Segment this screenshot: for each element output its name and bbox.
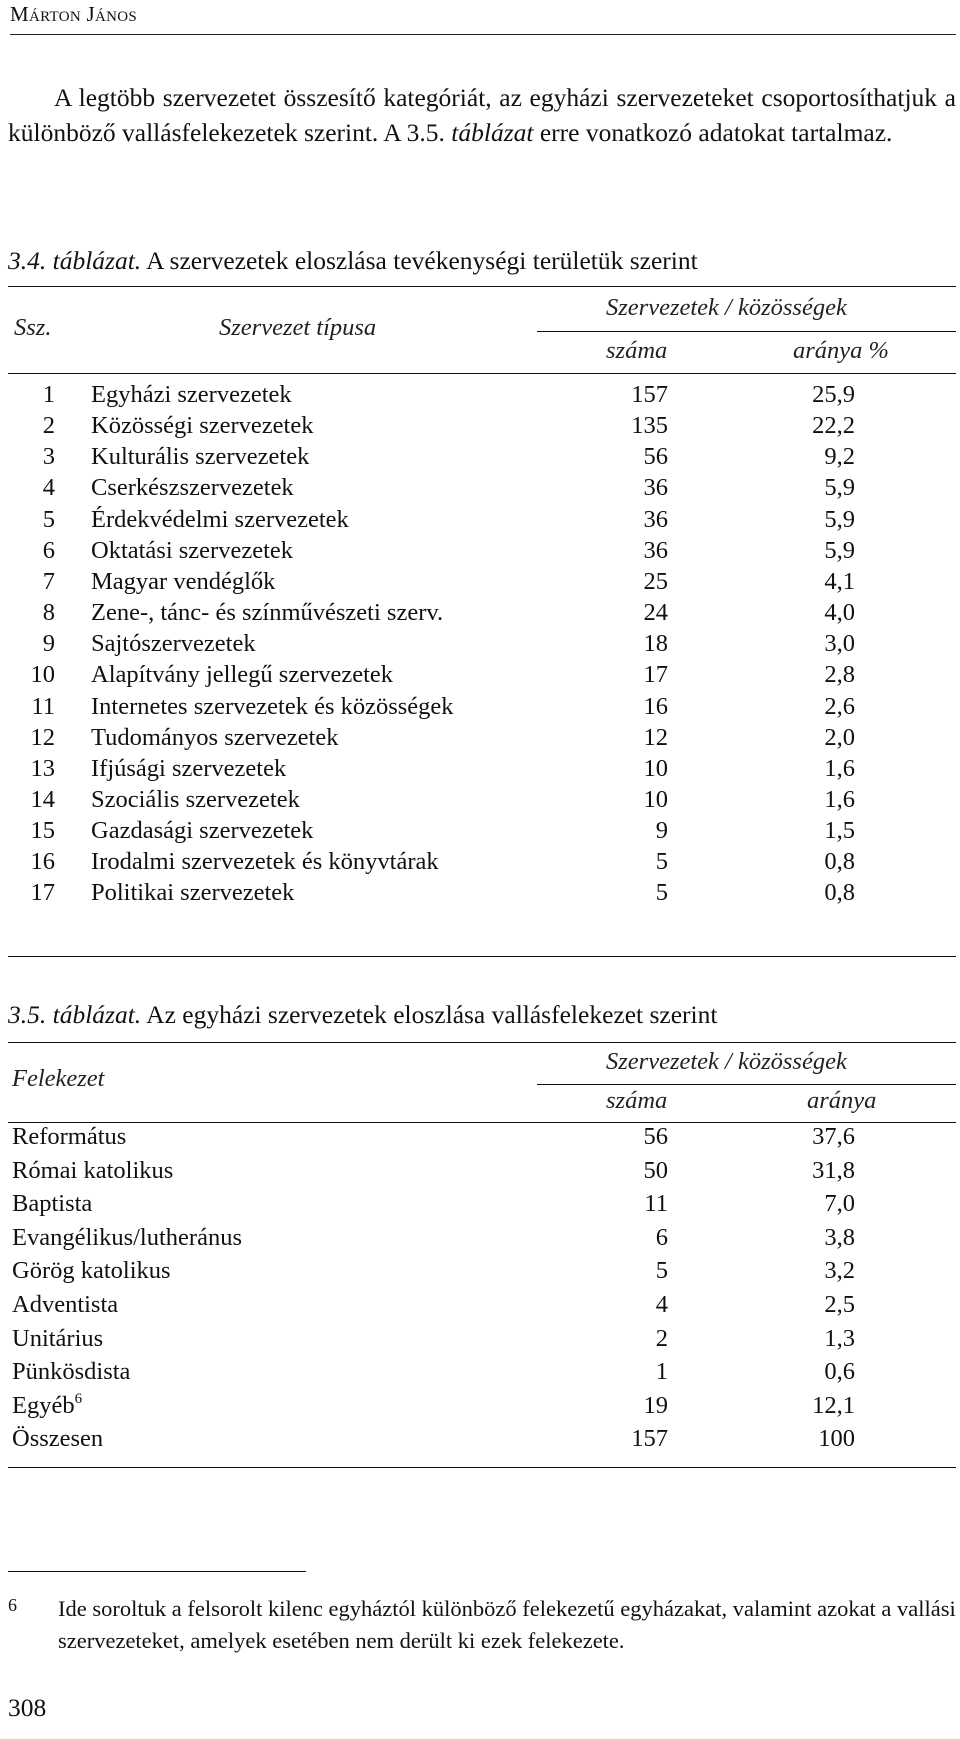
row-count: 6 bbox=[655, 1224, 668, 1251]
row-ratio: 5,9 bbox=[824, 474, 855, 501]
table2-header-count: száma bbox=[606, 1087, 668, 1114]
row-name: Alapítvány jellegű szervezetek bbox=[91, 661, 394, 688]
intro-text-end: erre vonatkozó adatokat tartalmaz. bbox=[533, 117, 893, 147]
row-ratio: 25,9 bbox=[812, 381, 855, 408]
row-name: Egyéb bbox=[12, 1392, 75, 1419]
row-ssz: 17 bbox=[30, 879, 55, 906]
table2-header-ratio: aránya bbox=[807, 1087, 877, 1114]
row-name: Szociális szervezetek bbox=[91, 786, 300, 813]
row-name: Közösségi szervezetek bbox=[91, 412, 314, 439]
row-name-cell bbox=[12, 1425, 103, 1453]
row-ratio: 4,1 bbox=[824, 568, 855, 595]
table-row bbox=[0, 1157, 960, 1189]
row-ratio: 3,2 bbox=[824, 1257, 855, 1284]
row-ratio: 0,6 bbox=[824, 1358, 855, 1385]
table-row bbox=[0, 1425, 960, 1457]
row-count: 18 bbox=[643, 630, 668, 657]
row-count: 135 bbox=[631, 412, 668, 439]
row-ratio: 5,9 bbox=[824, 506, 855, 533]
row-name: Magyar vendéglők bbox=[91, 568, 276, 595]
row-count: 1 bbox=[655, 1358, 668, 1385]
row-ssz: 13 bbox=[30, 755, 55, 782]
row-count: 36 bbox=[643, 474, 668, 501]
table2-bottom-rule bbox=[8, 1467, 956, 1468]
row-name-cell bbox=[12, 1392, 82, 1420]
row-ssz: 10 bbox=[30, 661, 55, 688]
row-name: Baptista bbox=[12, 1190, 93, 1217]
row-ratio: 12,1 bbox=[812, 1392, 855, 1419]
page-number: 308 bbox=[8, 1693, 47, 1722]
row-count: 36 bbox=[643, 506, 668, 533]
table-row bbox=[0, 1224, 960, 1256]
row-count: 10 bbox=[643, 786, 668, 813]
row-ratio: 0,8 bbox=[824, 848, 855, 875]
row-count: 36 bbox=[643, 537, 668, 564]
table1-header-type: Szervezet típusa bbox=[219, 314, 377, 341]
row-count: 50 bbox=[643, 1157, 668, 1184]
row-ratio: 2,8 bbox=[824, 661, 855, 688]
row-count: 5 bbox=[655, 879, 668, 906]
row-count: 5 bbox=[655, 848, 668, 875]
row-name: Sajtószervezetek bbox=[91, 630, 256, 657]
row-count: 11 bbox=[644, 1190, 668, 1217]
row-count: 56 bbox=[643, 1123, 668, 1150]
row-ratio: 100 bbox=[818, 1425, 855, 1452]
row-name-cell bbox=[12, 1224, 242, 1252]
row-name-cell bbox=[12, 1325, 103, 1353]
row-ssz: 5 bbox=[42, 506, 55, 533]
footnote-mark: 6 bbox=[8, 1595, 17, 1615]
row-ssz: 14 bbox=[30, 786, 55, 813]
row-count: 19 bbox=[643, 1392, 668, 1419]
row-name: Görög katolikus bbox=[12, 1257, 171, 1284]
table1-header-group: Szervezetek / közösségek bbox=[606, 294, 847, 321]
intro-text-start: A legtöbb szervezetet összesítő kategóriát, az egyházi szervezeteket csoportosíthatjuk a különböző vallásfelekezetek szerint. A 3.5. bbox=[8, 83, 956, 147]
row-ssz: 15 bbox=[30, 817, 55, 844]
table2-caption-title: Az egyházi szervezetek eloszlása vallásfelekezet szerint bbox=[146, 1000, 718, 1029]
row-count: 4 bbox=[655, 1291, 668, 1318]
row-name-cell bbox=[12, 1190, 92, 1218]
row-name-cell bbox=[12, 1358, 130, 1386]
row-name-cell bbox=[12, 1157, 173, 1185]
row-ratio: 3,0 bbox=[824, 630, 855, 657]
table2-header-group: Szervezetek / közösségek bbox=[606, 1048, 847, 1075]
row-ratio: 3,8 bbox=[824, 1224, 855, 1251]
row-count: 24 bbox=[643, 599, 668, 626]
row-name-cell bbox=[12, 1291, 118, 1319]
row-ssz: 9 bbox=[42, 630, 55, 657]
row-count: 25 bbox=[643, 568, 668, 595]
footnote-text: Ide soroltuk a felsorolt kilenc egyháztól különböző felekezetű egyházakat, valamint azokat a vallási szervezeteket, amelyek esetében nem derült ki ezek felekezete. bbox=[58, 1596, 956, 1653]
table1-header-ssz: Ssz. bbox=[14, 314, 52, 341]
row-name: Zene-, tánc- és színművészeti szerv. bbox=[91, 599, 444, 626]
row-name: Irodalmi szervezetek és könyvtárak bbox=[91, 848, 439, 875]
row-name: Érdekvédelmi szervezetek bbox=[91, 506, 349, 533]
row-ratio: 2,6 bbox=[824, 693, 855, 720]
row-name: Összesen bbox=[12, 1425, 104, 1452]
row-ratio: 22,2 bbox=[812, 412, 855, 439]
running-head: Márton János bbox=[10, 2, 138, 26]
row-name: Tudományos szervezetek bbox=[91, 724, 339, 751]
table-row bbox=[0, 1325, 960, 1357]
footnote bbox=[8, 1593, 956, 1657]
footnote-ref: 6 bbox=[74, 1391, 83, 1407]
row-ssz: 6 bbox=[42, 537, 55, 564]
row-count: 12 bbox=[643, 724, 668, 751]
table1-header-count: száma bbox=[606, 337, 668, 364]
row-ssz: 8 bbox=[42, 599, 55, 626]
row-name: Egyházi szervezetek bbox=[91, 381, 292, 408]
table-row bbox=[0, 1257, 960, 1289]
table-row bbox=[0, 1123, 960, 1155]
table-row bbox=[0, 1392, 960, 1424]
row-name: Ifjúsági szervezetek bbox=[91, 755, 287, 782]
row-ratio: 4,0 bbox=[824, 599, 855, 626]
table1-header-ratio: aránya % bbox=[793, 337, 889, 364]
row-name: Oktatási szervezetek bbox=[91, 537, 294, 564]
row-ssz: 1 bbox=[42, 381, 55, 408]
row-ratio: 37,6 bbox=[812, 1123, 855, 1150]
row-ratio: 1,3 bbox=[824, 1325, 855, 1352]
row-name: Kulturális szervezetek bbox=[91, 443, 310, 470]
row-name: Politikai szervezetek bbox=[91, 879, 295, 906]
table1-caption-label: 3.4. táblázat. bbox=[8, 246, 142, 275]
row-name: Pünkösdista bbox=[12, 1358, 131, 1385]
row-ratio: 2,0 bbox=[824, 724, 855, 751]
row-count: 17 bbox=[643, 661, 668, 688]
footnote-separator bbox=[8, 1571, 306, 1572]
table-row bbox=[0, 1358, 960, 1390]
row-name: Római katolikus bbox=[12, 1157, 174, 1184]
row-name: Gazdasági szervezetek bbox=[91, 817, 314, 844]
row-ssz: 7 bbox=[42, 568, 55, 595]
row-count: 5 bbox=[655, 1257, 668, 1284]
row-ssz: 4 bbox=[42, 474, 55, 501]
row-count: 2 bbox=[655, 1325, 668, 1352]
row-ssz: 12 bbox=[30, 724, 55, 751]
row-count: 157 bbox=[631, 1425, 668, 1452]
row-ratio: 1,6 bbox=[824, 786, 855, 813]
row-ratio: 7,0 bbox=[824, 1190, 855, 1217]
row-ratio: 0,8 bbox=[824, 879, 855, 906]
row-ssz: 16 bbox=[30, 848, 55, 875]
table2-caption-label: 3.5. táblázat. bbox=[8, 1000, 142, 1029]
row-count: 9 bbox=[655, 817, 668, 844]
row-ratio: 2,5 bbox=[824, 1291, 855, 1318]
row-ratio: 9,2 bbox=[824, 443, 855, 470]
row-ratio: 1,6 bbox=[824, 755, 855, 782]
row-name: Internetes szervezetek és közösségek bbox=[91, 693, 454, 720]
row-count: 10 bbox=[643, 755, 668, 782]
row-name: Evangélikus/lutheránus bbox=[12, 1224, 242, 1251]
table1-caption-title: A szervezetek eloszlása tevékenységi területük szerint bbox=[146, 246, 698, 275]
row-count: 16 bbox=[643, 693, 668, 720]
row-count: 56 bbox=[643, 443, 668, 470]
row-name: Református bbox=[12, 1123, 127, 1150]
row-ratio: 5,9 bbox=[824, 537, 855, 564]
row-ratio: 1,5 bbox=[824, 817, 855, 844]
intro-text-italic: táblázat bbox=[451, 117, 534, 147]
row-name: Unitárius bbox=[12, 1325, 104, 1352]
table2-header-denomination: Felekezet bbox=[12, 1065, 105, 1092]
row-count: 157 bbox=[631, 381, 668, 408]
row-name: Adventista bbox=[12, 1291, 119, 1318]
row-name-cell bbox=[12, 1257, 171, 1285]
row-ssz: 11 bbox=[31, 693, 55, 720]
row-ssz: 3 bbox=[42, 443, 55, 470]
row-name: Cserkészszervezetek bbox=[91, 474, 294, 501]
row-ssz: 2 bbox=[42, 412, 55, 439]
row-name-cell bbox=[12, 1123, 126, 1151]
row-ratio: 31,8 bbox=[812, 1157, 855, 1184]
table-row bbox=[0, 1190, 960, 1222]
table-row bbox=[0, 1291, 960, 1323]
